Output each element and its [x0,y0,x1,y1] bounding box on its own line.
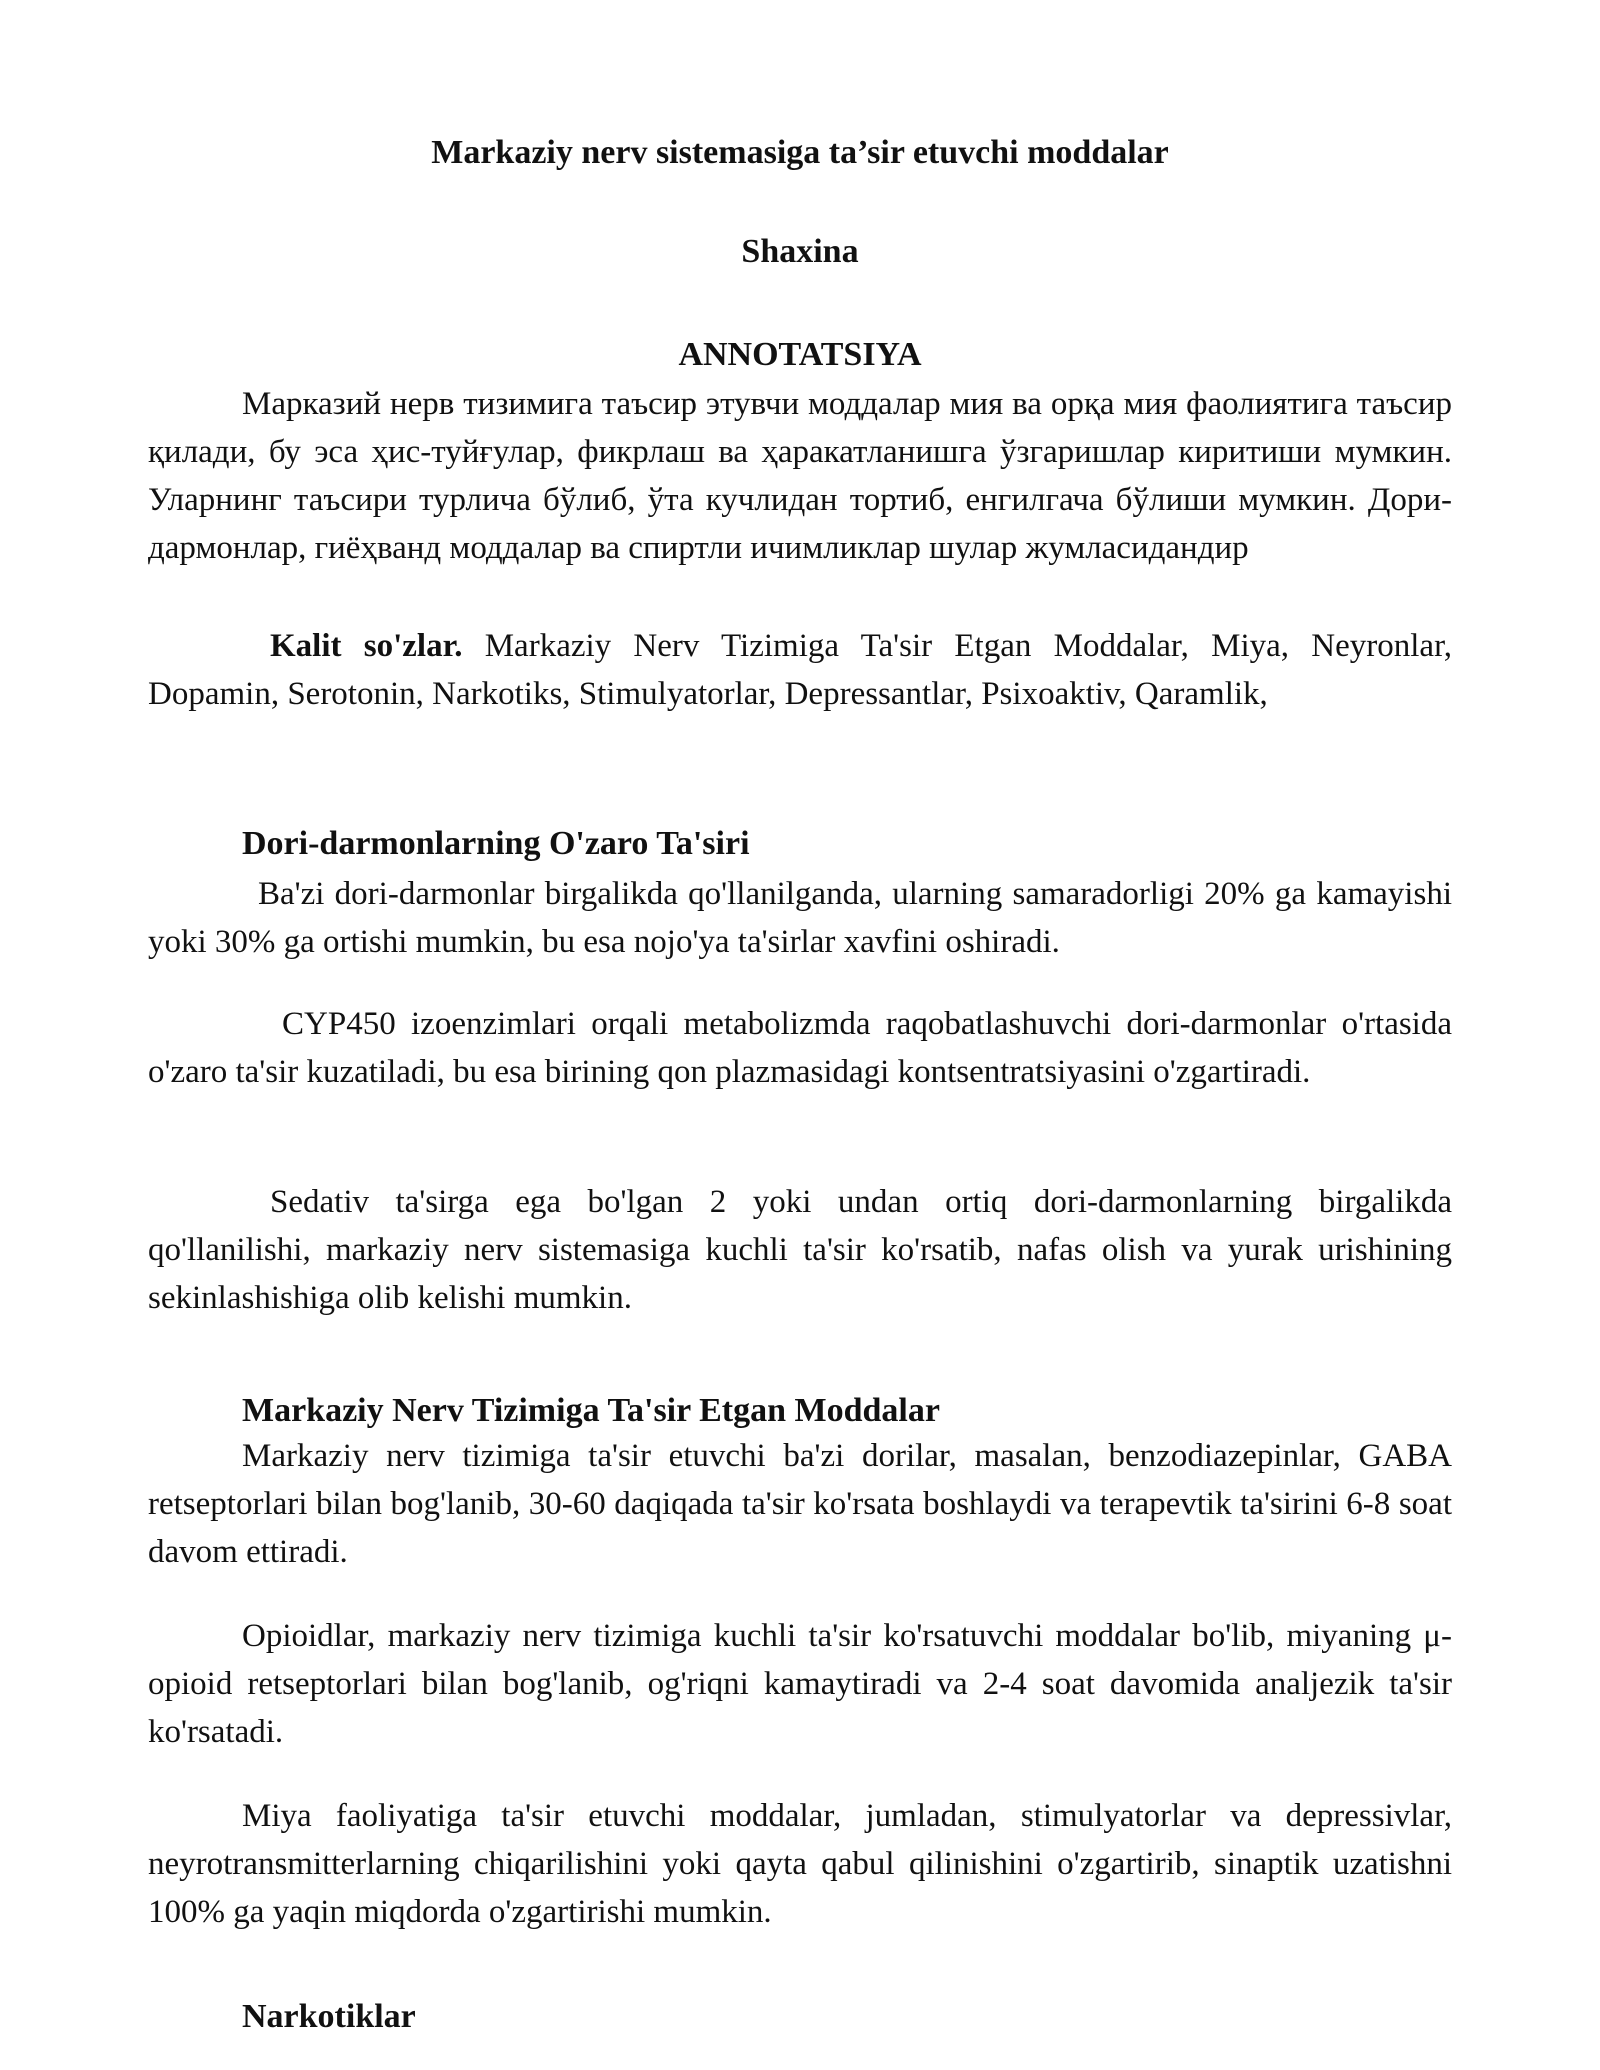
annotation-heading: ANNOTATSIYA [678,336,922,373]
section1-paragraph-2: CYP450 izoenzimlari orqali metabolizmda raqobatlashuvchi dori-darmonlar o'rtasida o'zaro ta'sir kuzatiladi, bu esa birining qon plazmasidagi kontsentratsiyasini o'zgartiradi. [148,1006,1452,1090]
keywords-label: Kalit so'zlar. [270,628,463,664]
keywords-paragraph [148,622,1452,718]
section-heading-narcotics: Narkotiklar [242,1998,416,2035]
paper-title: Markaziy nerv sistemasiga ta’sir etuvchi moddalar [431,134,1169,171]
section2-paragraph-3: Miya faoliyatiga ta'sir etuvchi moddalar, jumladan, stimulyatorlar va depressivlar, neyrotransmitterlarning chiqarilishini yoki qayta qabul qilinishini o'zgartirib, sinaptik uzatishni 100% ga yaqin miqdorda o'zgartirishi mumkin. [148,1798,1452,1930]
section2-paragraph-1: Markaziy nerv tizimiga ta'sir etuvchi ba'zi dorilar, masalan, benzodiazepinlar, GABA retseptorlari bilan bog'lanib, 30-60 daqiqada ta'sir ko'rsata boshlaydi va terapevtik ta'sirini 6-8 soat davom ettiradi. [148,1438,1452,1570]
author-name: Shaxina [741,233,859,270]
section1-paragraph-3: Sedativ ta'sirga ega bo'lgan 2 yoki undan ortiq dori-darmonlarning birgalikda qo'llanilishi, markaziy nerv sistemasiga kuchli ta'sir ko'rsatib, nafas olish va yurak urishining sekinlashishiga olib kelishi mumkin. [148,1184,1452,1316]
section-heading-drug-interactions: Dori-darmonlarning O'zaro Ta'siri [242,825,750,862]
section-heading-cns-substances: Markaziy Nerv Tizimiga Ta'sir Etgan Moddalar [242,1392,940,1429]
section1-paragraph-1: Ba'zi dori-darmonlar birgalikda qo'llanilganda, ularning samaradorligi 20% ga kamayishi yoki 30% ga ortishi mumkin, bu esa nojo'ya ta'sirlar xavfini oshiradi. [148,876,1452,960]
keywords-list: Markaziy Nerv Tizimiga Ta'sir Etgan Moddalar, Miya, Neyronlar, Dopamin, Serotonin, Narkotiks, Stimulyatorlar, Depressantlar, Psixoaktiv, Qaramlik, [148,628,1452,712]
section2-paragraph-2: Opioidlar, markaziy nerv tizimiga kuchli ta'sir ko'rsatuvchi moddalar bo'lib, miyaning μ-opioid retseptorlari bilan bog'lanib, og'riqni kamaytiradi va 2-4 soat davomida analjezik ta'sir ko'rsatadi. [148,1618,1452,1750]
annotation-paragraph: Марказий нерв тизимига таъсир этувчи моддалар мия ва орқа мия фаолиятига таъсир қилади, бу эса ҳис-туйғулар, фикрлаш ва ҳаракатланишга ўзгаришлар киритиши мумкин. Уларнинг таъсири турлича бўлиб, ўта кучлидан тортиб, енгилгача бўлиши мумкин. Дори-дармонлар, гиёҳванд моддалар ва спиртли ичимликлар шулар жумласидандир [148,386,1452,566]
